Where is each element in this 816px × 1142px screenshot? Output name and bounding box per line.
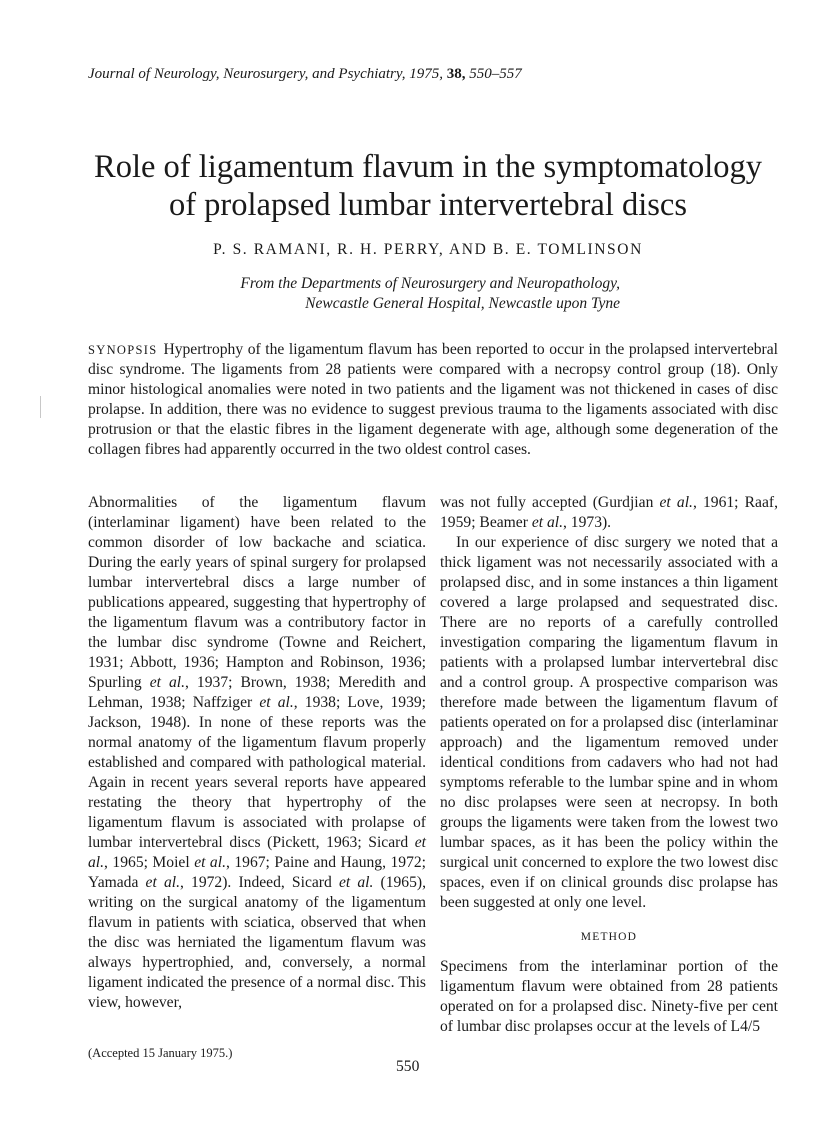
text-run: , 1973). xyxy=(563,514,612,531)
title-line-1: Role of ligamentum flavum in the symptomatology xyxy=(94,149,762,185)
intro-paragraph xyxy=(88,493,426,1013)
body-left-column xyxy=(88,493,426,1013)
title-line-2: of prolapsed lumbar intervertebral discs xyxy=(168,187,688,223)
margin-mark xyxy=(40,396,41,418)
text-run: Abnormalities of the ligamentum flavum (interlaminar ligament) have been related to the common disorder of low backache and sciatica. During the early years of spinal surgery for prolapsed lumbar intervertebral discs a large number of publications appeared, suggesting that hypertrophy of the ligamentum flavum was a contributory factor in the lumbar disc syndrome (Towne and Reichert, 1931; Abbott, 1936; Hampton and Robinson, 1936; Spurling xyxy=(88,494,426,691)
journal-volume: 38, xyxy=(446,66,466,82)
et-al: et al. xyxy=(194,854,226,871)
text-run: , 1965; Moiel xyxy=(104,854,195,871)
et-al: et al. xyxy=(531,514,563,531)
page-number: 550 xyxy=(396,1058,420,1075)
affiliation xyxy=(200,274,620,314)
synopsis-label: SYNOPSIS xyxy=(88,343,158,357)
journal-year: 1975, xyxy=(409,66,443,82)
text-run: (1965), writing on the surgical anatomy of the ligamentum flavum in patients with sciatica, observed that when the disc was herniated the ligamentum flavum was always hypertrophied, and, conversely, a normal ligament indicated the presence of a normal disc. This view, however, xyxy=(88,874,426,1011)
accepted-date: (Accepted 15 January 1975.) xyxy=(88,1046,233,1060)
text-run: , 1937; Brown, 1938; Meredith and Lehman, 1938; Naffziger xyxy=(88,674,427,711)
body-right-column xyxy=(440,493,778,1037)
text-run: , 1972). Indeed, Sicard xyxy=(179,874,339,891)
article-title xyxy=(60,148,796,224)
author-list: P. S. RAMANI, R. H. PERRY, AND B. E. TOMLINSON xyxy=(213,241,643,258)
et-al: et al. xyxy=(259,694,294,711)
method-heading: METHOD xyxy=(580,931,638,943)
affiliation-line-2: Newcastle General Hospital, Newcastle upon Tyne xyxy=(305,295,620,312)
continued-paragraph xyxy=(440,493,778,533)
text-run: , 1967; Paine and Haung, 1972; Yamada xyxy=(88,854,426,891)
et-al: et al. xyxy=(659,494,693,511)
journal-pages: 550–557 xyxy=(469,66,522,82)
et-al: et al. xyxy=(149,674,186,691)
text-run: was not fully accepted (Gurdjian xyxy=(440,494,660,511)
text-run: , 1961; Raaf, 1959; Beamer xyxy=(440,494,778,531)
method-paragraph: Specimens from the interlaminar portion of the ligamentum flavum were obtained from 28 patients operated on for a prolapsed disc. Ninety-five per cent of lumbar disc prolapses occur at the levels of L4/5 xyxy=(440,958,778,1035)
synopsis xyxy=(88,340,778,460)
journal-citation xyxy=(88,64,728,84)
et-al: et al. xyxy=(338,874,374,891)
affiliation-line-1: From the Departments of Neurosurgery and Neuropathology, xyxy=(240,275,620,292)
synopsis-text: Hypertrophy of the ligamentum flavum has been reported to occur in the prolapsed intervertebral disc syndrome. The ligaments from 28 patients were compared with a necropsy control group (18). Only minor histological anomalies were noted in two patients and the ligament was not thickened in cases of disc prolapse. In addition, there was no evidence to suggest previous trauma to the ligaments associated with disc protrusion or that the elastic fibres in the ligament degenerate with age, although some degeneration of the collagen fibres had apparently occurred in the two oldest control cases. xyxy=(88,341,778,458)
et-al: et al. xyxy=(145,874,180,891)
et-al: et al. xyxy=(88,834,426,871)
text-run: , 1938; Love, 1939; Jackson, 1948). In none of these reports was the normal anatomy of the ligamentum flavum properly established and compared with pathological material. Again in recent years several reports have appeared restating the theory that hypertrophy of the ligamentum flavum is associated with prolapse of lumbar intervertebral discs (Pickett, 1963; Sicard xyxy=(88,694,426,851)
journal-name: Journal of Neurology, Neurosurgery, and Psychiatry, xyxy=(88,66,406,82)
experience-paragraph: In our experience of disc surgery we noted that a thick ligament was not necessarily associated with a prolapsed disc, and in some instances a thin ligament covered a large prolapsed and sequestrated disc. There are no reports of a carefully controlled investigation comparing the ligamentum flavum in patients with a prolapsed lumbar intervertebral disc and a control group. A prospective comparison was therefore made between the ligamentum flavum of patients operated on for a prolapsed disc (interlaminar approach) and the ligamentum removed under identical conditions from cadavers who had not had symptoms referable to the lumbar spine and in whom no disc prolapses were seen at necropsy. In both groups the ligaments were taken from the lowest two lumbar spaces, as it has been the policy within the surgical unit concerned to explore the two lowest disc spaces, even if on clinical grounds disc prolapse has been suggested at only one level. xyxy=(440,534,778,911)
